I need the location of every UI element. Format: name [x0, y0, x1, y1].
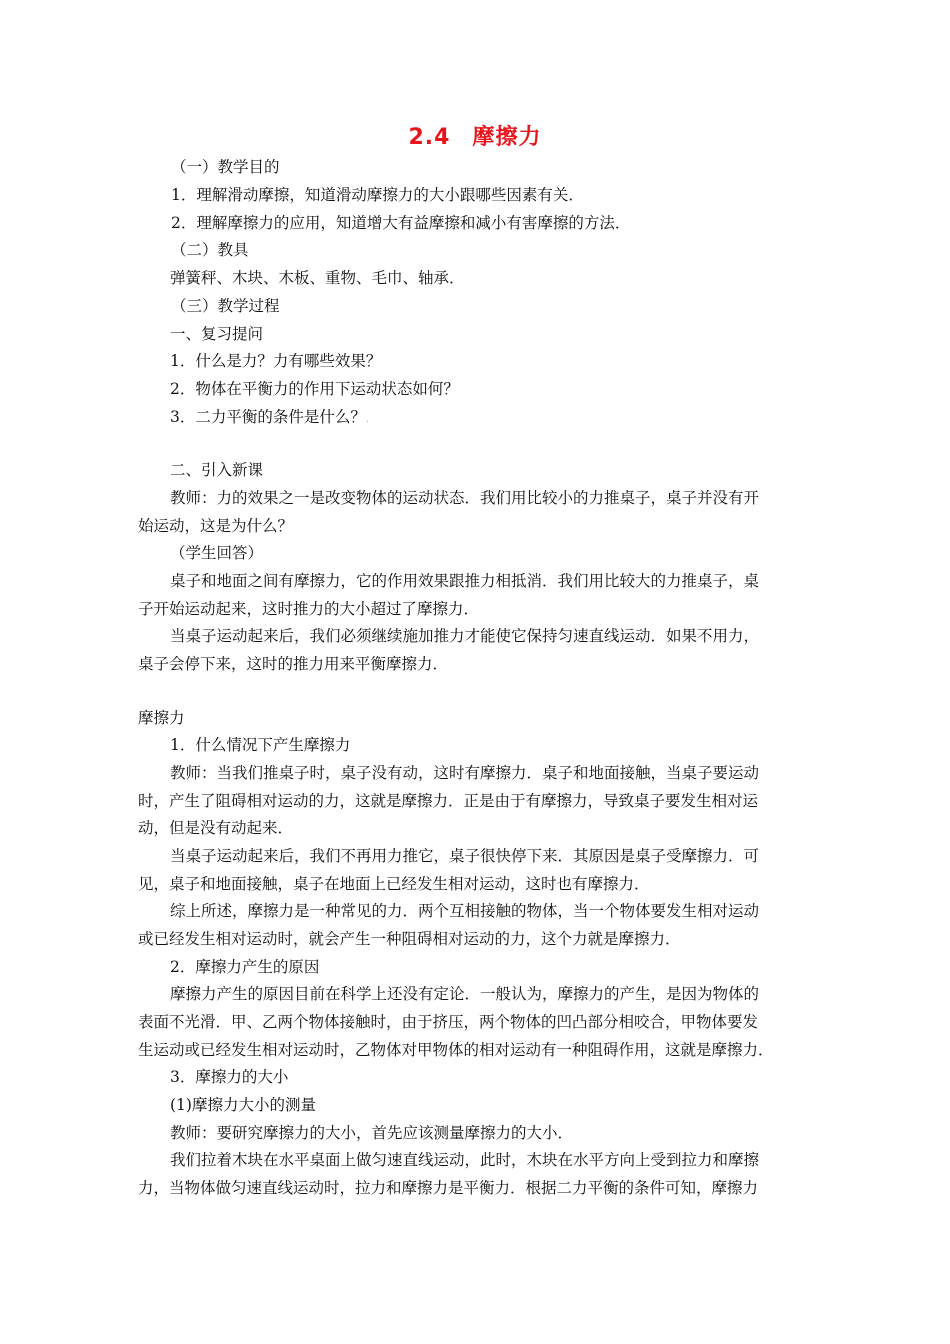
paragraph-line: 教师：要研究摩擦力的大小，首先应该测量摩擦力的大小．	[170, 1124, 574, 1142]
paragraph-line: 教师：当我们推桌子时，桌子没有动，这时有摩擦力．桌子和地面接触，当桌子要运动	[170, 764, 760, 782]
student-answer-label: （学生回答）	[170, 544, 264, 562]
title-text: 摩擦力	[472, 125, 542, 150]
paragraph-line: 综上所述，摩擦力是一种常见的力．两个互相接触的物体，当一个物体要发生相对运动	[170, 902, 760, 920]
subheading-magnitude: 3．摩擦力的大小	[170, 1068, 289, 1086]
paragraph-line: 桌子会停下来，这时的推力用来平衡摩擦力．	[138, 655, 449, 673]
paragraph-line: 桌子和地面之间有摩擦力，它的作用效果跟推力相抵消．我们用比较大的力推桌子，桌	[170, 572, 760, 590]
paragraph-line: 始运动，这是为什么？	[138, 517, 294, 535]
subheading-when-friction: 1．什么情况下产生摩擦力	[170, 736, 351, 754]
paragraph-line: 教师：力的效果之一是改变物体的运动状态．我们用比较小的力推桌子，桌子并没有开	[170, 489, 760, 507]
subheading-measurement: (1)摩擦力大小的测量	[170, 1096, 316, 1114]
section-heading-objectives: （一）教学目的	[171, 158, 280, 176]
subheading-review: 一、复习提问	[170, 325, 264, 343]
review-question-2: 2．物体在平衡力的作用下运动状态如何？	[170, 380, 459, 398]
punct-mark: .	[365, 414, 370, 425]
title-number: 2.4	[408, 125, 451, 150]
section-heading-friction: 摩擦力	[138, 709, 185, 727]
paragraph-line: 动，但是没有动起来．	[138, 819, 294, 837]
page-title	[0, 120, 950, 151]
review-question-3: 3．二力平衡的条件是什么？.	[170, 408, 370, 426]
paragraph-line: 时，产生了阻碍相对运动的力，这就是摩擦力．正是由于有摩擦力，导致桌子要发生相对运	[138, 792, 759, 810]
paragraph-line: 我们拉着木块在水平桌面上做匀速直线运动，此时，木块在水平方向上受到拉力和摩擦	[170, 1151, 760, 1169]
section-heading-process: （三）教学过程	[171, 297, 280, 315]
paragraph-line: 表面不光滑．甲、乙两个物体接触时，由于挤压，两个物体的凹凸部分相咬合，甲物体要发	[138, 1013, 759, 1031]
paragraph-line: 当桌子运动起来后，我们不再用力推它，桌子很快停下来．其原因是桌子受摩擦力．可	[170, 847, 760, 865]
paragraph-line: 或已经发生相对运动时，就会产生一种阻碍相对运动的力，这个力就是摩擦力．	[138, 930, 681, 948]
equipment-list: 弹簧秤、木块、木板、重物、毛巾、轴承．	[170, 269, 465, 287]
paragraph-line: 子开始运动起来，这时推力的大小超过了摩擦力．	[138, 600, 480, 618]
objective-2: 2．理解摩擦力的应用，知道增大有益摩擦和减小有害摩擦的方法．	[171, 214, 631, 232]
paragraph-line: 力，当物体做匀速直线运动时，拉力和摩擦力是平衡力．根据二力平衡的条件可知，摩擦力	[138, 1179, 759, 1197]
objective-1: 1．理解滑动摩擦，知道滑动摩擦力的大小跟哪些因素有关．	[171, 186, 584, 204]
paragraph-line: 摩擦力产生的原因目前在科学上还没有定论．一般认为，摩擦力的产生，是因为物体的	[170, 985, 760, 1003]
review-question-1: 1．什么是力？力有哪些效果？	[170, 352, 382, 370]
paragraph-line: 当桌子运动起来后，我们必须继续施加推力才能使它保持匀速直线运动．如果不用力，	[170, 627, 760, 645]
section-heading-equipment: （二）教具	[171, 241, 249, 259]
subheading-cause: 2．摩擦力产生的原因	[170, 958, 320, 976]
paragraph-line: 见，桌子和地面接触，桌子在地面上已经发生相对运动，这时也有摩擦力．	[138, 875, 650, 893]
paragraph-line: 生运动或已经发生相对运动时，乙物体对甲物体的相对运动有一种阻碍作用，这就是摩擦力．	[138, 1041, 774, 1059]
subheading-new-lesson: 二、引入新课	[170, 461, 264, 479]
